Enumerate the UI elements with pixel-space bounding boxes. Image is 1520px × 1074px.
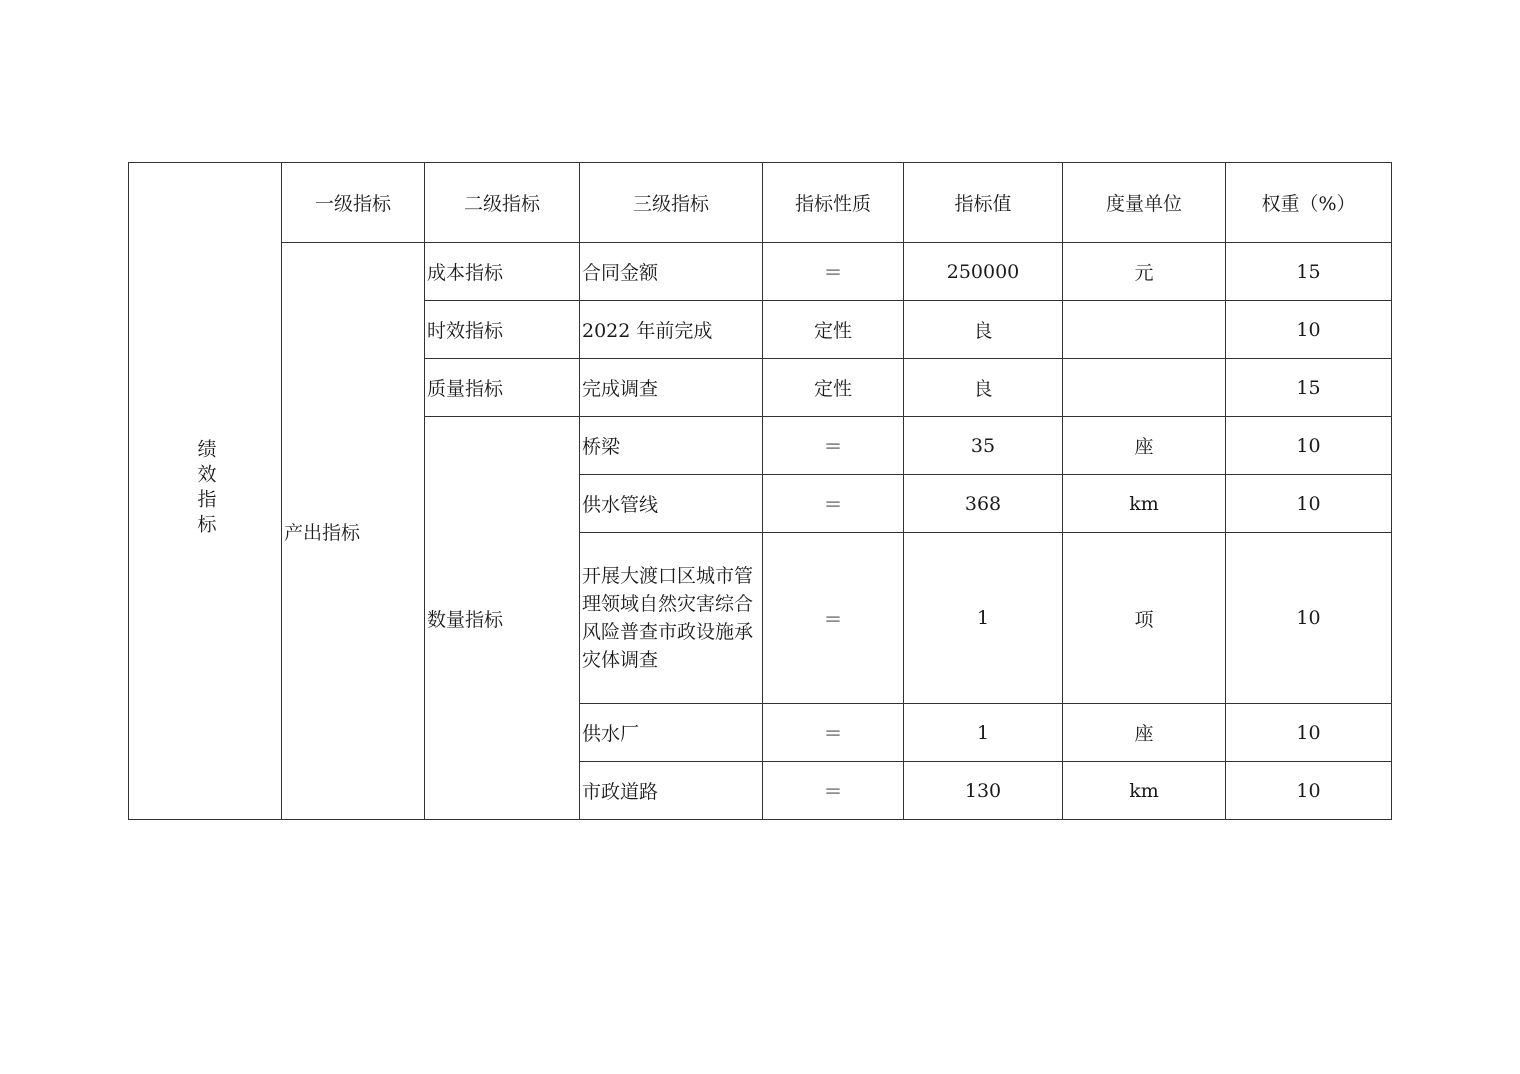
side-label-cell: [129, 163, 282, 820]
weight-cell: 10: [1226, 762, 1392, 820]
header-unit: 度量单位: [1063, 163, 1226, 243]
header-nature: 指标性质: [763, 163, 904, 243]
level3-cell: 合同金额: [580, 243, 763, 301]
value-cell: 35: [904, 417, 1063, 475]
weight-cell: 15: [1226, 359, 1392, 417]
side-label: 绩效指标: [194, 438, 217, 539]
unit-cell: [1063, 359, 1226, 417]
value-cell: 250000: [904, 243, 1063, 301]
level3-cell: 完成调查: [580, 359, 763, 417]
performance-indicator-table: [128, 162, 1392, 820]
table-row: [129, 243, 1392, 301]
nature-cell: ＝: [763, 475, 904, 533]
value-cell: 良: [904, 301, 1063, 359]
unit-cell: 元: [1063, 243, 1226, 301]
level3-cell: 供水厂: [580, 704, 763, 762]
nature-cell: ＝: [763, 417, 904, 475]
quantity-indicator-label: 数量指标: [425, 417, 580, 820]
value-cell: 130: [904, 762, 1063, 820]
unit-cell: 座: [1063, 704, 1226, 762]
header-value: 指标值: [904, 163, 1063, 243]
header-level2: 二级指标: [425, 163, 580, 243]
weight-cell: 15: [1226, 243, 1392, 301]
weight-cell: 10: [1226, 417, 1392, 475]
nature-cell: ＝: [763, 533, 904, 704]
nature-cell: ＝: [763, 243, 904, 301]
unit-cell: 座: [1063, 417, 1226, 475]
value-cell: 良: [904, 359, 1063, 417]
weight-cell: 10: [1226, 533, 1392, 704]
weight-cell: 10: [1226, 704, 1392, 762]
nature-cell: ＝: [763, 704, 904, 762]
weight-cell: 10: [1226, 301, 1392, 359]
header-level1: 一级指标: [282, 163, 425, 243]
weight-cell: 10: [1226, 475, 1392, 533]
output-indicator-label: 产出指标: [282, 243, 425, 820]
value-cell: 368: [904, 475, 1063, 533]
level3-cell: 市政道路: [580, 762, 763, 820]
unit-cell: [1063, 301, 1226, 359]
level2-cell: 成本指标: [425, 243, 580, 301]
nature-cell: 定性: [763, 301, 904, 359]
nature-cell: 定性: [763, 359, 904, 417]
header-level3: 三级指标: [580, 163, 763, 243]
level2-cell: 时效指标: [425, 301, 580, 359]
unit-cell: km: [1063, 762, 1226, 820]
level3-cell: 开展大渡口区城市管理领域自然灾害综合风险普查市政设施承灾体调查: [580, 533, 763, 704]
unit-cell: km: [1063, 475, 1226, 533]
header-weight: 权重（%）: [1226, 163, 1392, 243]
level3-cell: 桥梁: [580, 417, 763, 475]
nature-cell: ＝: [763, 762, 904, 820]
level2-cell: 质量指标: [425, 359, 580, 417]
header-row: [129, 163, 1392, 243]
unit-cell: 项: [1063, 533, 1226, 704]
value-cell: 1: [904, 704, 1063, 762]
level3-cell: 供水管线: [580, 475, 763, 533]
level3-cell: 2022 年前完成: [580, 301, 763, 359]
value-cell: 1: [904, 533, 1063, 704]
